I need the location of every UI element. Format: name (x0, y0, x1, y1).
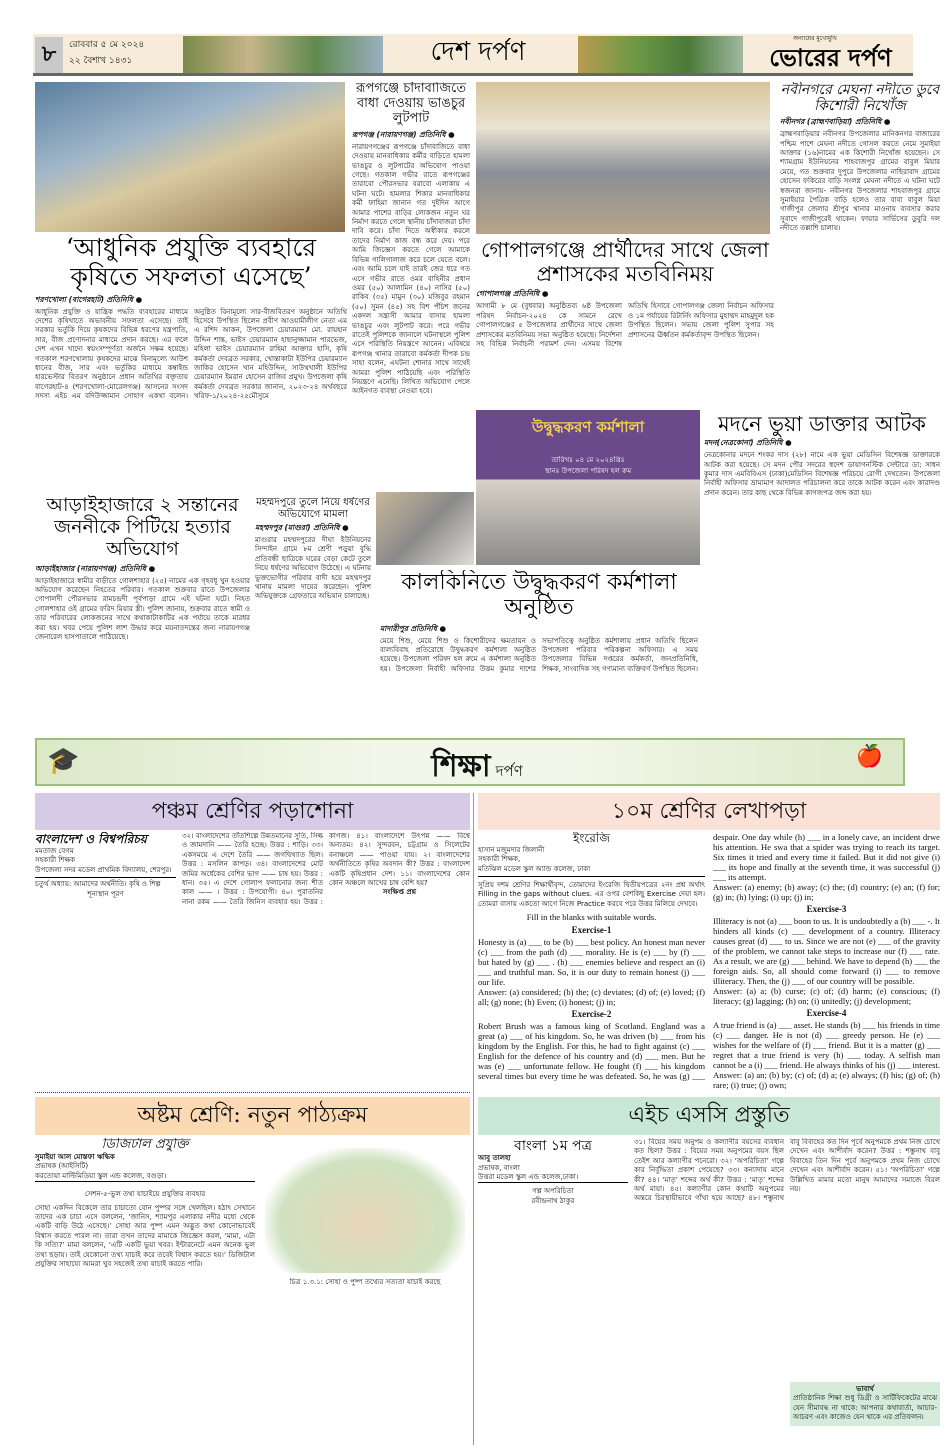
exercise-text: A true friend is (a) ___ asset. He stands (b) ___ his friends in time (c) ___ danger. He is not (d) ___ greedy person. He (e) ___ wishes for the welfare of (f) ___ friend. But it is a matter (g) ___ regret that a true friend is very (h) ___ today. A selfish man cannot be a (i) ___ friend. He always thinks of his (j) ___ interest. (713, 1020, 940, 1070)
article-body: ব্রাহ্মণবাড়িয়ার নবীনগর উপজেলার মানিকনগর বাজারের পশ্চিম পাশে মেঘনা নদীতে গোসল করতে নেমে সুমাইয়া আক্তার (১৬)নামের এক কিশোরী নিখোঁজ হয়েছেন। সে শ্যামগ্রাম ইউনিয়নের শাহবাজপুর গ্রামের বাবুল মিয়ার মেয়ে, গত শুক্রবার দুপুরে উপজেলার নাছিরাবাদ গ্রামের হোসেন ফকিরের বাড়ি সংলগ্ন মেঘনা নদীতে এ ঘটনা ঘটে স্বজনরা জানায়- নবীনগর উপজেলার শাহবাজপুর গ্রামে সুমাইয়ার পৈত্রিক বাড়ি হলেও তার বাবা বাবুল মিয়া গাজীপুর জেলার শ্রীপুর থানার মাওনায় ব্যবসার করার সুবাদে গাজীপুরেই থাকেন। ফায়ার সার্ভিসের ডুবুরি দল নদীতে তল্লাশি চালায়। (780, 130, 940, 233)
rupganj-headline: রূপগঞ্জে চাঁদাবাজিতে বাধা দেওয়ায় ভাঙচুর লুটপাট (356, 82, 466, 126)
date-english: রোববার ৫ মে ২০২৪ (69, 40, 145, 50)
exercise-text: Illiteracy is not (a) ___ boon to us. It is undoubtedly a (b) ___ -. It hinders all kinds (c) ___ development of a country. Illiteracy causes great (d) ___ to us. Since we are not (e) ___ of the gravity of the problem, we cannot take steps to increase our (f) ___ rate. As a result, we are (g) ___ behind. We have to depend (h) ___ the foreign aids. So, all should come forward (i) ___ to remove illiteracy. Then, the (j) ___ of our country will be possible. (713, 916, 940, 986)
school: মতিঝিল মডেল স্কুল অ্যান্ড কলেজ, ঢাকা (478, 865, 705, 877)
shiksha-banner-title: শিক্ষা (431, 749, 491, 784)
class8-body: সোহা একদিন বিকেলে তার চাচাতো বোন পুষ্পর সঙ্গে খেলছিল। হঠাৎ সেখানে তাদের এক চাচা এসে বললেন, ‘জানিস, শ্যামপুর এলাকার নদীর মধ্যে থেকে একটি বাড়ি উঠে এসেছে।’ সোহা আর পুষ্প এমন অদ্ভুত কথা কোনোভাবেই বিশ্বাস করতে পারল না। তারা তখন তাদের মামাকে জিজ্ঞেস করল, ‘মামা, এটা কি সত্যি?’ মামা বললেন, ‘এটি একটি ভুয়া খবর। ইন্টারনেটে এমন অনেক ভুল তথ্য ছড়ায়। তাই যেকোনো তথ্য যাচাই করে তবেই বিশ্বাস করতে হয়।’ ডিজিটাল প্রযুক্তির সাহায্যে আমরা খুব সহজেই তথ্য যাচাই করতে পারি। (35, 1203, 255, 1268)
exercise-answer: Answer: (a) a; (b) curse; (c) of; (d) harm; (e) conscious; (f) literacy; (g) lagging; (h) on; (i) unitedly; (j) development; (713, 986, 940, 1006)
kalkini-banner-venue: স্থানঃ উপজেলা পরিষদ হল রুম (544, 467, 632, 475)
kalkini-banner-title: উদ্বুদ্ধকরণ কর্মশালা (531, 418, 645, 436)
instruction: Fill in the blanks with suitable words. (526, 912, 657, 923)
apple-icon: 🍎 (855, 744, 883, 769)
byline: নবীনগর (ব্রাহ্মণবাড়িয়া) প্রতিনিধি ● (780, 117, 891, 127)
shiksha-banner-subtitle: দর্পণ (495, 762, 523, 780)
araihazar-article (35, 495, 250, 733)
designation: প্রভাষক (আইসিটি) (35, 1162, 89, 1171)
shiksha-title (337, 742, 617, 786)
exercise (713, 904, 940, 1006)
hsc-columns (478, 1138, 940, 1374)
kalkini-photo (476, 410, 700, 565)
exercise-title: Exercise-1 (571, 925, 612, 936)
author: সুমাইয়া আল মোস্তফা ঋদ্ধিক (35, 1152, 115, 1161)
exercise-text: Honesty is (a) ___ to be (b) ___ best policy. An honest man never (c) ___ from the path (d) ___ morality. He is (e) ___ by (f) ___ but hated by (g) ___ . (h) ___ enemies believe and respect an (i) ___ and truthful man. So, it is our duty to remain honest (j) ___ our life. (478, 937, 705, 988)
figure-caption: চিত্র ১.৩.১: সোহা ও পুষ্প তথ্যের সত্যতা যাচাই করছে (289, 1278, 441, 1286)
mohammadpur-article (255, 497, 371, 733)
column-divider (473, 793, 474, 1445)
logo-tagline: অন্যায়ের মুখোমুখি (793, 35, 837, 42)
chapter: চতুর্থ অধ্যায়: আমাদের অর্থনীতি। কৃষি ও শিল্প (35, 880, 161, 889)
class8-illustration (265, 1148, 465, 1273)
exercise-answer: Answer: (a) considered; (b) the; (c) deviates; (d) of; (e) loved; (f) all; (g) none; (h) Even; (i) honest; (j) in; (478, 987, 705, 1008)
class10-content (478, 832, 940, 1090)
byline: শরণখোলা (বাগেরহাট) প্রতিনিধি ● (35, 294, 143, 304)
school: উপজেলা সদর মডেল প্রাথমিক বিদ্যালয়, শেরপুর। (35, 866, 176, 878)
author: হাসান মজুমদার জিলানী (478, 845, 545, 854)
class5-subject: বাংলাদেশ ও বিশ্বপরিচয় (35, 832, 147, 846)
exercise (713, 1008, 940, 1090)
designation: প্রভাষক, বাংলা (478, 1163, 520, 1172)
newspaper-logo: ভোরের দর্পণ (769, 44, 892, 72)
article-body: নারায়ণগঞ্জের রূপগঞ্জে চাঁদাবাজিতে বাধা দেওয়ায় মানবাধিকার কর্মীর বাড়িতে হামলা ভাঙচুর ও লুটপাটের অভিযোগ পাওয়া গেছে। গতকাল গভীর রাতে রূপগঞ্জের তারাবো পৌরসভার বরাবো এলাকায় এ ঘটনা ঘটে। হামলার শিকার মানবাধিকার কর্মী ফাহিমা জানান গত দুইদিন আগে আমার পাশের বাড়ির লোকজন নতুন ঘর নির্মাণ করতে গেলে স্থানীয় চাঁদাবাজরা চাঁদা দাবি করে। চাঁদা দিতে অস্বীকার করলে তাদের নির্মাণ কাজ বন্ধ করে দেয়। পরে আমি জিজ্ঞেস করতে গেলে আমাকে বিভিন্ন গালিগালাজ করে চলে যেতে বলে। এবং আমি চলে যাই তারই জের ধরে গত এসে গভীর রাতে ওমর বাহিনীর প্রধান ওমর (৫০) আলামিন (৪০) নাসির (৫০) রাকিব (৩৫) মামুন (৩০) মজিবুর রহমান (৫০) সুমন (৪৫) সহ বিশ পঁচিশ জনের একদল সন্ত্রাসী আমার বাসায় হামলা ভাঙচুর এবং লুটপাট করে। পরে গভীর রাতেই পুলিশকে জানালে ঘটনাস্থলে পুলিশ এসে পরিস্থিতি নিয়ন্ত্রণে আনেন। এবিষয়ে রূপগঞ্জ থানার তারাবো কর্মকর্তা দীপক চন্দ্র সাহা বলেন, এঘটনা শোনার সাথে সাথেই আমরা পুলিশ পাঠিয়েছি এবং পরিস্থিতি নিয়ন্ত্রণে এনেছি। লিখিত অভিযোগ পেলে আইনগত ব্যবস্থা নেওয়া হবে। (352, 142, 470, 396)
session-title: সেশন-৫-ভুল তথ্য যাচাইয়ে প্রযুক্তির ব্যবহার (84, 1190, 206, 1199)
araihazar-headline: আড়াইহাজারে ২ সন্তানের জননীকে পিটিয়ে হত্যার অভিযোগ (46, 495, 239, 560)
subheading: শূন্যস্থান পূরণ (87, 889, 124, 898)
figure-caption: সংক্ষিপ্ত প্রশ্ন (382, 888, 417, 897)
hsc-subject: বাংলা ১ম পত্র (514, 1138, 592, 1154)
intro: সুপ্রিয় দশম শ্রেণির শিক্ষার্থীবৃন্দ, তোমাদের ইংরেজি দ্বিতীয়পত্রের ২নং প্রশ্ন অর্থাৎ Filling in the gaps without clues. এর ওপর বেশকিছু Exercise দেয়া হল। তোমরা বাসায় একতো আগে নিজে Practice করবে পরে উত্তর মিলিয়ে দেখবে। (478, 881, 705, 908)
author: আবু তালহা (478, 1154, 511, 1163)
hsc-header: এইচ এসসি প্রস্তুতি (478, 1097, 940, 1135)
date-bengali: ২২ বৈশাখ ১৪৩১ (69, 56, 133, 66)
designation: সহকারী শিক্ষক, (478, 855, 521, 864)
graduation-cap-icon: 🎓 (47, 746, 80, 776)
krishi-photo (35, 82, 345, 232)
article-body: আড়াইহাজারে স্বামীর বাড়ীতে গোলশাহার (২৫) নামের এক গৃহবধূ খুন হওয়ার অভিযোগ করেছেন নিহতের পরিবার। গতকাল শুক্রবার রাতে উপজেলার গোপালদী পৌরসভার রামচন্দ্রদী পূর্বপাড়া গ্রামে এই ঘটনা ঘটে। নিহত গোলশাহার ওই গ্রামের ফরিদ মিয়ার স্ত্রী। পুলিশ জানায়, শুক্রবার রাতে স্বামী ও তার পরিবারের লোকজনের সাথে কথাকাটাকাটির এক পর্যায়ে তাকে মারধর করা হয়। খবর পেয়ে পুলিশ লাশ উদ্ধার করে ময়নাতদন্তের জন্য নারায়ণগঞ্জ জেনারেল হাসপাতালে পাঠিয়েছে। (35, 576, 250, 641)
gopalganj-photo (476, 82, 770, 234)
header-photo-right (578, 36, 743, 74)
class5-body: ৩২। বাংলাদেশের তাঁতশিল্পে উন্নতমানের সুতি, সিল্ক ও জামদানি —— তৈরি হচ্ছে। উত্তর : শাড়ি। ৩৩। একসময়ে এ দেশে তৈরি —— জগদ্বিখ্যাত ছিল। উত্তর : মসলিন কাপড়। ৩৪। বাংলাদেশের মোট জমির অর্ধেকের বেশির ভাগ —— চাষ হয়। উত্তর : ধান। ৩৫। এ দেশে গোলাপ ফলানোর জন্য শীত কাল —— । উত্তর : উপযোগী। ৪০। পুরাতনির নানা রকম —— তৈরি জিনিস ব্যবহার হয়। উত্তর : কাগজ। ৪১। বাংলাদেশে উৎপন্ন —— বিশ্বে অন্যতম। ৪২। সুন্দরবন, চট্টগ্রাম ও সিলেটের বনাঞ্চলে —— পাওয়া যায়। ২। বাংলাদেশের অর্থনীতিতে কৃষির অবদান কী? উত্তর : বাংলাদেশ একটি কৃষিপ্রধান দেশ। ১১। বাংলাদেশের কোন কোন অঞ্চলে আখের চাষ বেশি হয়? (182, 832, 470, 906)
exercise (478, 925, 705, 1007)
story-title: গল্প অপরিচিতা (532, 1187, 574, 1196)
exercise-answer: Answer: (a) enemy; (b) away; (c) the; (d) country; (e) an; (f) for; (g) in; (h) lying; (i) up; (j) in; (713, 882, 940, 902)
kalkini-banner-date: তারিখঃ ০৪ মে ২০২৪খ্রিঃ (551, 456, 625, 464)
page-number: ৮ (35, 37, 63, 73)
section-title: দেশ দর্পণ (430, 38, 526, 67)
kalkini-article (380, 570, 698, 733)
byline: মাদারীপুর প্রতিনিধি ● (380, 623, 447, 633)
header-photo-left (183, 36, 383, 74)
article-body: আধুনিক প্রযুক্তি ও যান্ত্রিক পদ্ধতি ব্যবহারের মাধ্যমে দেশের কৃষিখাতে অভাবনীয় সফলতা এসেছে। তাই সরকার ভর্তুকি দিয়ে কৃষকদের বিভিন্ন ধরণের যন্ত্রপাতি, সার, বীজ প্রণোদনার মাধ্যমে প্রদান করছে। এর ফলে দেশ এখন খাদ্যে স্বয়ংসম্পূর্ণতা অর্জনে সক্ষম হয়েছে। গতকাল শরণখোলায় কৃষকদের মাঝে বিনামূল্যে আউশ ধানের বীজ, সার এবং ভর্তুকির মাধ্যমে কম্বাইন্ড হারভেস্টার বিতরণ অনুষ্ঠানে প্রধান অতিথির বক্তৃতায় বাগেরহাট-৪ (শরণখোলা-মোরেলগঞ্জ) আসনের সংসদ সদস্য এইচ এম বদিউজ্জামান সোহাগ একথা বলেন। অনুষ্ঠিত বিনামূল্যে সার-বীজবিতরণ অনুষ্ঠানে অতিথি হিসেবে উপস্থিত ছিলেন প্রবীণ আওয়ামীলীগ নেতা এম এ রশিদ আকন, উপজেলা চেয়ারম্যান মো. রায়হান উদ্দিন শান্ত, ভাইস চেয়ারম্যান হাছানুজ্জামান পারভেজ, মহিলা ভাইস চেয়ারম্যান রাহিমা আক্তার হাসি, কৃষি কর্মকর্তা দেবব্রত সরকার, খোন্তাকাটা ইউপির চেয়ারম্যান জাকির হোসেন খান মহিউদ্দিন, সাউথখালী ইউপির চেয়ারম্যান ইমরান হোসেন রাজিব প্রমুখ। উপজেলা কৃষি কর্মকর্তা দেবব্রত সরকার জানান, ২০২৩-২৪ অর্থবছরে খরিফ-১/২০২৪-২৫মৌসুমে (35, 307, 347, 401)
quote-text: প্রাতিষ্ঠানিক শিক্ষা শুধু ডিগ্রী ও সার্টিফিকেটের মাঝে যেন সীমাবদ্ধ না থাকে: আপনার কথাবার্তা, আচার-আচরণ এবং কাজেও যেন থাকে এর প্রতিফলন। (793, 1394, 937, 1422)
class5-content (35, 832, 470, 1090)
shiksha-banner (35, 738, 905, 786)
exercise-title: Exercise-3 (806, 904, 847, 914)
byline: মদন(নেত্রকোনা) প্রতিনিধি ● (704, 438, 792, 448)
madan-headline: মদনে ভুয়া ডাক্তার আটক (717, 412, 927, 436)
designation: সহকারী শিক্ষক (35, 856, 76, 865)
class10-header: ১০ম শ্রেণির লেখাপড়া (478, 793, 940, 830)
mohammadpur-headline: মহম্মদপুরে তুলে নিয়ে ধর্ষণের অভিযোগে মামলা (256, 497, 370, 520)
class8-subject: ডিজিটাল প্রযুক্তি (101, 1138, 189, 1152)
exercise-text: Robert Brush was a famous king of Scotland. England was a great (a) ___ of his kingdom. So, he was driven (b) ___ from his kingdom by the English. For this, he had to fight against (c) ___ English for the defence of his country and (d) ___ men. But he was (e) ___ unfortunate fellow. He fought (f) ___ his kingdom several times but every time he was defeated. So, he was (g) ___ despair. One day while (h) ___ in a lonely cave, an incident drwe his attention. He swa that a spider was trying to reach its target. Six times it tried and every time it failed. But it did not give (i) ___ its hope and finally at the seventh time, it was successful (j) ___ its attempt. (478, 832, 940, 1082)
krishi-article (35, 234, 347, 490)
nabinagar-article (780, 82, 940, 402)
masthead (33, 34, 913, 76)
author: মমতাজ বেগম (35, 847, 74, 855)
article-body: মেয়ে শিশু, মেয়ে শিশু ও কিশোরীদের ক্ষমতায়ন ও বাল্যবিবাহ প্রতিরোধে উদ্বুদ্ধকরণ কর্মশালা অনুষ্ঠিত হয়েছে। উপজেলা পরিষদ হল রুমে এ কর্মশালা অনুষ্ঠিত হয়। উপজেলা নির্বাহী অফিসার উত্তম কুমার দাশের সভাপতিত্বে অনুষ্ঠিত কর্মশালায় প্রধান অতিথি ছিলেন উপজেলা পরিবার পরিকল্পনা অফিসার। এ সময় উপজেলার বিভিন্ন দপ্তরের কর্মকর্তা, জনপ্রতিনিধি, শিক্ষক, সাংবাদিক সহ গণ্যমান্য ব্যক্তিবর্গ উপস্থিত ছিলেন। (380, 636, 698, 673)
quote-label: ভাবার্থ (856, 1385, 874, 1393)
madan-article (704, 412, 940, 732)
quote-box (790, 1382, 940, 1426)
school: উত্তরা মডেল স্কুল এন্ড কলেজ,ঢাকা। (478, 1173, 628, 1183)
class10-subject: ইংরেজি (573, 832, 610, 845)
byline: রূপগঞ্জ (নারায়ণগঞ্জ) প্রতিনিধি ● (352, 129, 455, 139)
class8-header: অষ্টম শ্রেণি: নতুন পাঠ্যক্রম (35, 1097, 470, 1135)
gopalganj-article (476, 238, 774, 408)
article-body: মাগুরার মহম্মদপুরের দীঘা ইউনিয়নের সিন্দাইন গ্রামে ৮ম শ্রেণী পড়ুয়া বুদ্ধি প্রতিবন্ধী ছাত্রিকে ঘরের বেড়া কেটে তুলে নিয়ে ধর্ষণের অভিযোগ উঠেছে। এ ঘটনায় ভুক্তভোগীর পরিবার বাদী হয়ে মহম্মদপুর থানায় মামলা দায়ের করেছেন। পুলিশ অভিযুক্তকে গ্রেফতারে অভিযান চালাচ্ছে। (255, 536, 371, 601)
article-body: নেত্রকোনার মদনে শংকর দাস (২৮) নামে এক ভুয়া মেডিসিন বিশেষজ্ঞ ডাক্তারকে আটক করা হয়েছে। সে মদন পৌর সদরের স্বদেশ ডায়াগনস্টিক সেন্টারে ডা: সাধন কুমার দাস এমবিবিএস (ঢাকা)মেডিসিন বিশেষজ্ঞ পরিচয়ে রোগী দেখতেন। উপজেলা নির্বাহী অফিসার ভ্রাম্যমাণ আদালত পরিচালনা করে তাকে আটক করেন এবং কারাদণ্ড প্রদান করেন। তার কাছ থেকে বিভিন্ন কাগজপত্র জব্দ করা হয়। (704, 451, 940, 497)
kalkini-headline: কালকিনিতে উদ্বুদ্ধকরণ কর্মশালা অনুষ্ঠিত (401, 570, 677, 621)
exercise-title: Exercise-2 (571, 1009, 612, 1020)
hsc-body: ৩১। বিয়ের সময় অনুপম ও কল্যাণীর বয়সের ব্যবধান কত ছিল? উত্তর : বিয়ের সময় অনুপমের বয়স ছিল তেইশ আর কল্যাণীর পনেরো। ৩২। ‘অপরিচিতা’ গল্পে কার নির্বুদ্ধিতা প্রকাশ পেয়েছে? ৩৩। কন্যাদায় মানে কী? ৪৪। ‘মাতৃ’ শব্দের অর্থ কী? উত্তর : ‘মাতৃ’ শব্দের অর্থ মায়া। ৪৫। কল্যাণীর কোন কথাটি অনুপমের অন্তরে চিরস্থায়ীভাবে গাঁথা হয়ে আছে? ৪৮। শম্ভুনাথ বাবু বিবাহের কত দিন পূর্বে অনুপমকে প্রথম নিজ চোখে দেখেন এবং আশীর্বাদ করেন? উত্তর : শম্ভুনাথ বাবু বিবাহের তিন দিন পূর্বে অনুপমকে প্রথম নিজ চোখে দেখেন এবং আশীর্বাদ করেন। ৫১। ‘অপরিচিতা’ গল্পে উল্লিখিত মামার মতো মানুষ আমাদের সমাজে বিরল নয়। (634, 1138, 940, 1203)
gopalganj-headline: গোপালগঞ্জে প্রার্থীদের সাথে জেলা প্রশাসকের মতবিনিময় (481, 238, 769, 287)
exercise-title: Exercise-4 (806, 1008, 847, 1018)
exercise-answer: Answer: (a) an; (b) by; (c) of; (d) a; (e) always; (f) his; (g) of; (h) rare; (i) true; (j) own; (713, 1070, 940, 1090)
hsc-content (478, 1138, 940, 1443)
byline: আড়াইহাজার (নারায়ণগঞ্জ) প্রতিনিধি ● (35, 563, 156, 573)
krishi-headline: ‘আধুনিক প্রযুক্তি ব্যবহারে কৃষিতে সফলতা এসেছে’ (65, 234, 317, 291)
class8-content (35, 1138, 470, 1443)
byline: গোপালগঞ্জ প্রতিনিধি ● (476, 289, 549, 299)
separator (35, 1092, 470, 1093)
article-body: আগামী ৮ মে (বুধবার) অনুষ্ঠিতব্য ৬ষ্ঠ উপজেলা পরিষদ নির্বাচন-২০২৪ কে সামনে রেখে গোপালগঞ্জের ৫ উপজেলার প্রার্থীদের সাথে জেলা প্রশাসকের মতবিনিময় সভা অনুষ্ঠিত হয়েছে। নির্দেশনা সহ বিভিন্ন নির্বাচনী পরামর্শ দেন। এসময় বিশেষ অতিথি হিসাবে গোপালগঞ্জ জেলা নির্বাচন অফিসার ও ১ম পর্যায়ের রিটার্নিং অফিসার মুহাম্মদ মাহমুদুল হক উপস্থিত ছিলেন। সভায় জেলা পুলিশ সুপার সহ প্রশাসনের ঊর্ধ্বতন কর্মকর্তাবৃন্দ উপস্থিত ছিলেন। (476, 302, 774, 348)
byline: মহম্মদপুর (মাগুরা) প্রতিনিধি ● (255, 523, 349, 532)
school: করতোয়া মাল্টিমিডিয়া স্কুল এন্ড কলেজ, বগুড়া। (35, 1172, 255, 1182)
kalkini-photo-left (376, 492, 474, 565)
class5-columns (35, 832, 470, 907)
nabinagar-headline: নবীনগরে মেঘনা নদীতে ডুবে কিশোরী নিখোঁজ (780, 82, 940, 115)
class5-header: পঞ্চম শ্রেণির পড়াশোনা (35, 793, 470, 830)
story-writer: রবীন্দ্রনাথ ঠাকুর (531, 1196, 575, 1205)
rupganj-article (352, 82, 470, 490)
